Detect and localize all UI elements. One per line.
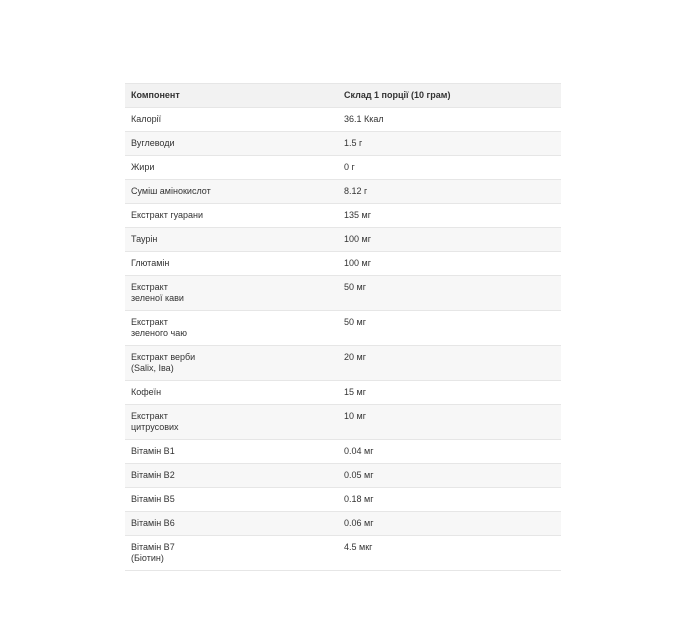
table-row bbox=[125, 108, 561, 132]
component-cell: Вуглеводи bbox=[125, 132, 338, 156]
table-row bbox=[125, 405, 561, 440]
component-cell: Екстракт зеленої кави bbox=[125, 276, 338, 311]
component-cell: Вітамін В2 bbox=[125, 464, 338, 488]
component-cell: Калорії bbox=[125, 108, 338, 132]
amount-cell: 0.18 мг bbox=[338, 488, 561, 512]
table-row bbox=[125, 252, 561, 276]
table-row bbox=[125, 346, 561, 381]
table-row bbox=[125, 464, 561, 488]
table-row bbox=[125, 311, 561, 346]
component-cell: Вітамін В1 bbox=[125, 440, 338, 464]
table-row bbox=[125, 276, 561, 311]
component-cell: Кофеїн bbox=[125, 381, 338, 405]
amount-cell: 10 мг bbox=[338, 405, 561, 440]
amount-cell: 15 мг bbox=[338, 381, 561, 405]
table-row bbox=[125, 132, 561, 156]
amount-cell: 0.06 мг bbox=[338, 512, 561, 536]
table-row bbox=[125, 228, 561, 252]
amount-cell: 100 мг bbox=[338, 228, 561, 252]
table-body bbox=[125, 108, 561, 571]
component-cell: Глютамін bbox=[125, 252, 338, 276]
table-row bbox=[125, 180, 561, 204]
component-cell: Таурін bbox=[125, 228, 338, 252]
amount-cell: 36.1 Ккал bbox=[338, 108, 561, 132]
amount-cell: 4.5 мкг bbox=[338, 536, 561, 571]
component-cell: Жири bbox=[125, 156, 338, 180]
nutrition-table bbox=[125, 83, 561, 571]
header-component: Компонент bbox=[125, 84, 338, 108]
amount-cell: 0 г bbox=[338, 156, 561, 180]
amount-cell: 50 мг bbox=[338, 276, 561, 311]
component-cell: Суміш амінокислот bbox=[125, 180, 338, 204]
table-header-row bbox=[125, 84, 561, 108]
table-row bbox=[125, 440, 561, 464]
amount-cell: 20 мг bbox=[338, 346, 561, 381]
table-row bbox=[125, 488, 561, 512]
table-row bbox=[125, 381, 561, 405]
table-row bbox=[125, 156, 561, 180]
amount-cell: 50 мг bbox=[338, 311, 561, 346]
component-cell: Екстракт верби (Salix, Іва) bbox=[125, 346, 338, 381]
table-row bbox=[125, 536, 561, 571]
component-cell: Екстракт зеленого чаю bbox=[125, 311, 338, 346]
amount-cell: 0.04 мг bbox=[338, 440, 561, 464]
amount-cell: 1.5 г bbox=[338, 132, 561, 156]
amount-cell: 100 мг bbox=[338, 252, 561, 276]
component-cell: Вітамін В5 bbox=[125, 488, 338, 512]
table-row bbox=[125, 512, 561, 536]
component-cell: Екстракт цитрусових bbox=[125, 405, 338, 440]
header-serving-composition: Склад 1 порції (10 грам) bbox=[338, 84, 561, 108]
component-cell: Екстракт гуарани bbox=[125, 204, 338, 228]
amount-cell: 0.05 мг bbox=[338, 464, 561, 488]
table-header bbox=[125, 84, 561, 108]
amount-cell: 135 мг bbox=[338, 204, 561, 228]
component-cell: Вітамін В7 (Біотин) bbox=[125, 536, 338, 571]
amount-cell: 8.12 г bbox=[338, 180, 561, 204]
table-row bbox=[125, 204, 561, 228]
component-cell: Вітамін В6 bbox=[125, 512, 338, 536]
